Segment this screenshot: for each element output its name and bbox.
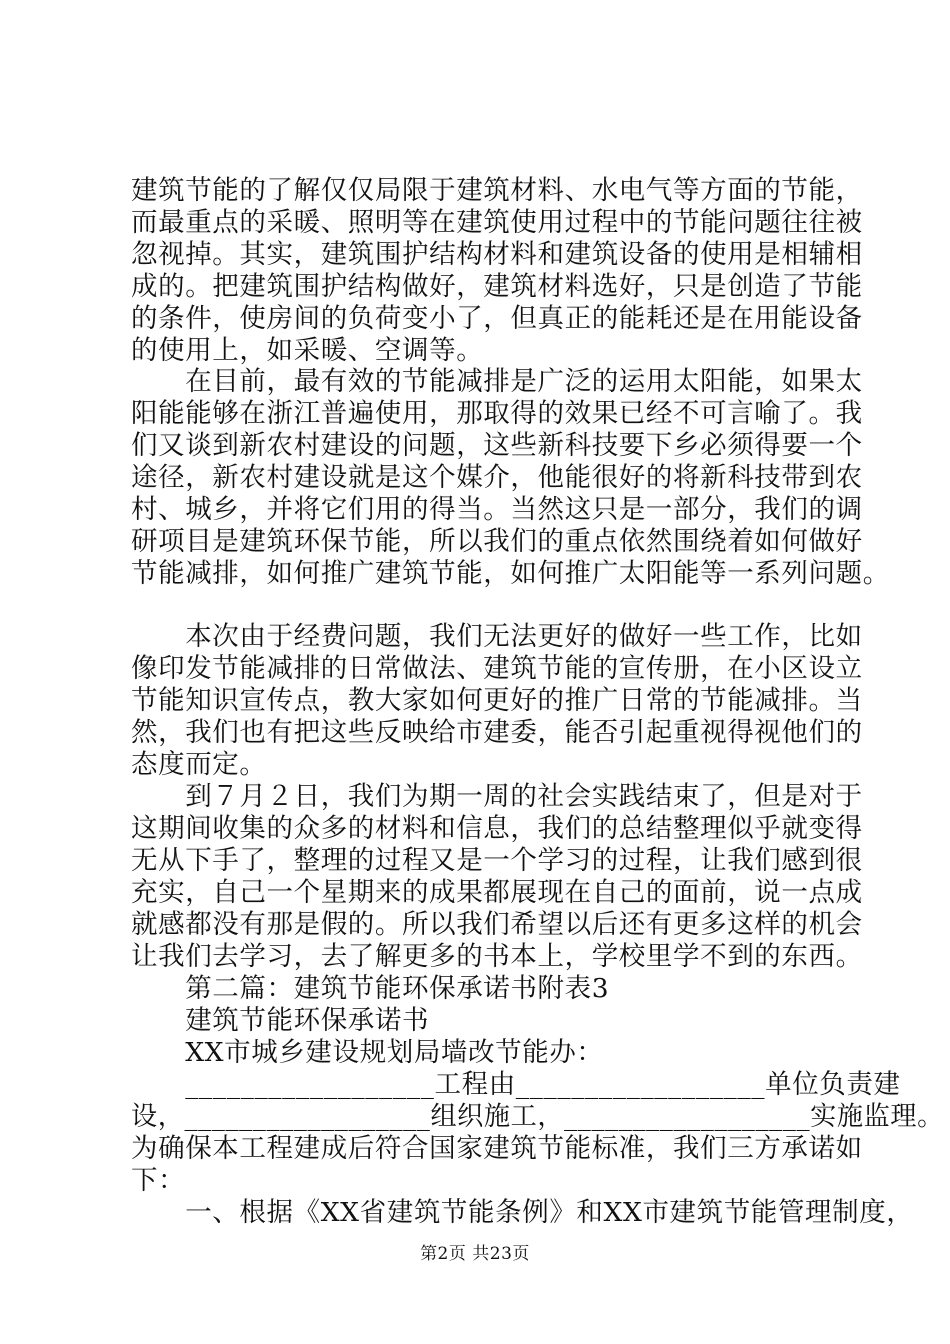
document-title: 建筑节能环保承诺书	[131, 1005, 430, 1036]
section-heading: 第二篇：建筑节能环保承诺书附表3	[131, 973, 610, 1004]
body-line: 的条件，使房间的负荷变小了，但真正的能耗还是在用能设备	[131, 303, 863, 334]
body-line: 态度而定。	[131, 749, 267, 780]
body-line: 本次由于经费问题，我们无法更好的做好一些工作，比如	[131, 621, 863, 652]
body-line: 下：	[131, 1165, 186, 1196]
body-line: 为确保本工程建成后符合国家建筑节能标准，我们三方承诺如	[131, 1133, 863, 1164]
body-line: 节能知识宣传点，教大家如何更好的推广日常的节能减排。当	[131, 685, 863, 716]
body-line: 的使用上，如采暖、空调等。	[131, 335, 484, 366]
body-line: 这期间收集的众多的材料和信息，我们的总结整理似乎就变得	[131, 813, 863, 844]
body-line: 让我们去学习，去了解更多的书本上，学校里学不到的东西。	[131, 941, 863, 972]
body-line: 无从下手了，整理的过程又是一个学习的过程，让我们感到很	[131, 845, 863, 876]
body-line: 一、根据《XX省建筑节能条例》和XX市建筑节能管理制度，	[131, 1197, 914, 1228]
body-line: 忽视掉。其实，建筑围护结构材料和建筑设备的使用是相辅相	[131, 239, 863, 270]
body-line: 途径，新农村建设就是这个媒介，他能很好的将新科技带到农	[131, 462, 863, 493]
body-line: 充实，自己一个星期来的成果都展现在自己的面前，说一点成	[131, 877, 863, 908]
addressee-line: XX市城乡建设规划局墙改节能办：	[131, 1037, 604, 1068]
body-line: 设，__________________组织施工，__________________实施监理。	[131, 1101, 944, 1132]
body-line: 而最重点的采暖、照明等在建筑使用过程中的节能问题往往被	[131, 207, 863, 238]
body-line: 村、城乡，并将它们用的得当。当然这只是一部分，我们的调	[131, 494, 863, 525]
body-line: 阳能能够在浙江普遍使用，那取得的效果已经不可言喻了。我	[131, 398, 863, 429]
body-line: 在目前，最有效的节能减排是广泛的运用太阳能，如果太	[131, 366, 863, 397]
body-line: 研项目是建筑环保节能，所以我们的重点依然围绕着如何做好	[131, 526, 863, 557]
body-line: 到７月２日，我们为期一周的社会实践结束了，但是对于	[131, 781, 863, 812]
page-footer: 第2页 共23页	[420, 1244, 530, 1264]
body-line: 就感都没有那是假的。所以我们希望以后还有更多这样的机会	[131, 909, 863, 940]
body-line: 成的。把建筑围护结构做好，建筑材料选好，只是创造了节能	[131, 271, 863, 302]
body-line: 节能减排，如何推广建筑节能，如何推广太阳能等一系列问题。	[131, 558, 890, 589]
body-line: 像印发节能减排的日常做法、建筑节能的宣传册，在小区设立	[131, 653, 863, 684]
body-line: 建筑节能的了解仅仅局限于建筑材料、水电气等方面的节能，	[131, 175, 863, 206]
body-line: __________________工程由__________________单位负责建	[131, 1069, 901, 1100]
body-line: 们又谈到新农村建设的问题，这些新科技要下乡必须得要一个	[131, 430, 863, 461]
body-line: 然，我们也有把这些反映给市建委，能否引起重视得视他们的	[131, 717, 863, 748]
